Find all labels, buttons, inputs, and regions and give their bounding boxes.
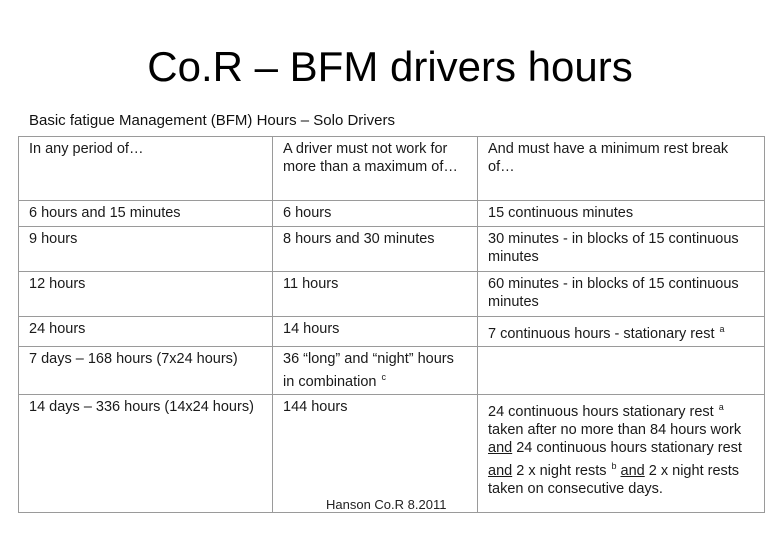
cell-period: 9 hours <box>19 227 273 272</box>
header-max-work: A driver must not work for more than a maximum of… <box>273 137 478 201</box>
header-period: In any period of… <box>19 137 273 201</box>
max-work-text: 36 “long” and “night” hours in combination <box>283 351 454 390</box>
cell-min-rest: 60 minutes - in blocks of 15 continuous minutes <box>478 272 765 317</box>
cell-max-work: 6 hours <box>273 201 478 227</box>
underlined-and: and <box>488 440 513 456</box>
table-title: Basic fatigue Management (BFM) Hours – Solo Drivers <box>29 112 395 129</box>
table-row <box>19 317 765 347</box>
footer-text: Hanson Co.R 8.2011 <box>326 497 447 512</box>
underlined-and: and <box>488 463 513 479</box>
rest-text: 2 x night rests taken on consecutive days. <box>488 463 740 497</box>
cell-max-work: 14 hours <box>273 317 478 347</box>
header-min-rest: And must have a minimum rest break of… <box>478 137 765 201</box>
table-header-row <box>19 137 765 201</box>
min-rest-text: 7 continuous hours - stationary rest <box>488 326 715 342</box>
cell-period: 24 hours <box>19 317 273 347</box>
cell-max-work <box>273 347 478 395</box>
cell-period: 6 hours and 15 minutes <box>19 201 273 227</box>
table-row <box>19 201 765 227</box>
rest-text: taken after no more than 84 hours work <box>488 422 742 438</box>
footnote-marker: c <box>381 372 386 382</box>
footnote-marker: a <box>719 324 725 334</box>
cell-min-rest <box>478 395 765 513</box>
cell-period: 12 hours <box>19 272 273 317</box>
rest-text: 24 continuous hours stationary rest <box>512 440 742 456</box>
slide-title: Co.R – BFM drivers hours <box>147 43 633 90</box>
cell-max-work: 11 hours <box>273 272 478 317</box>
table-row <box>19 227 765 272</box>
cell-max-work: 8 hours and 30 minutes <box>273 227 478 272</box>
cell-max-work: 144 hours <box>273 395 478 513</box>
cell-min-rest <box>478 317 765 347</box>
cell-min-rest: 15 continuous minutes <box>478 201 765 227</box>
table-row <box>19 395 765 513</box>
cell-min-rest <box>478 347 765 395</box>
bfm-hours-table <box>18 136 765 513</box>
rest-text: 2 x night rests <box>512 463 607 479</box>
cell-period: 14 days – 336 hours (14x24 hours) <box>19 395 273 513</box>
table-row <box>19 272 765 317</box>
rest-text: 24 continuous hours stationary rest <box>488 404 714 420</box>
footnote-marker: a <box>718 402 724 412</box>
table-row <box>19 347 765 395</box>
footnote-marker: b <box>611 461 617 471</box>
cell-period: 7 days – 168 hours (7x24 hours) <box>19 347 273 395</box>
cell-min-rest: 30 minutes - in blocks of 15 continuous minutes <box>478 227 765 272</box>
underlined-and: and <box>620 463 645 479</box>
